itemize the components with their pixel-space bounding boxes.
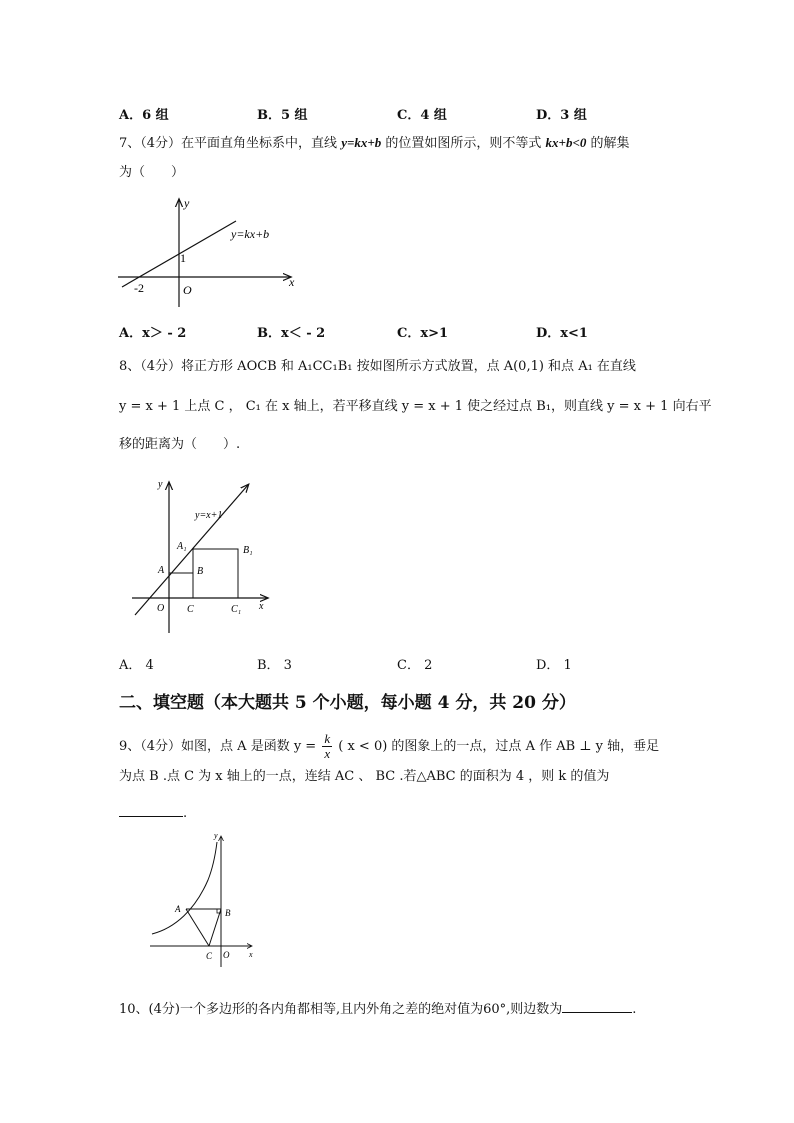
q8-label-o: O bbox=[157, 603, 165, 614]
q7-origin-label: O bbox=[183, 283, 192, 297]
q9-hyperbola bbox=[152, 842, 217, 934]
q9-stem-line1 bbox=[119, 732, 659, 761]
q8-label-a1: A₁ bbox=[177, 541, 187, 552]
q7-inequality: kx+b<0 bbox=[545, 135, 587, 150]
q9-answer-blank[interactable] bbox=[119, 802, 183, 817]
q7-stem-mid: 的位置如图所示，则不等式 bbox=[381, 136, 546, 151]
q6-option-c: C．4 组 bbox=[397, 108, 447, 123]
q7-intercept-label: 1 bbox=[180, 251, 186, 265]
q8-option-d: D． 1 bbox=[536, 658, 572, 673]
q8-option-b: B． 3 bbox=[257, 658, 292, 673]
q9-fraction-denominator: x bbox=[324, 746, 331, 761]
q10-text: 10、(4分)一个多边形的各内角都相等,且内外角之差的绝对值为60°,则边数为 bbox=[119, 1002, 563, 1017]
q7-option-c: C．x>1 bbox=[397, 326, 449, 341]
q9-x-label: x bbox=[249, 950, 253, 959]
q7-option-a: A．x＞ - 2 bbox=[119, 326, 187, 341]
q9-label-a: A bbox=[175, 904, 181, 914]
q9-segment-bc bbox=[209, 909, 221, 946]
q7-figure bbox=[110, 190, 310, 310]
q8-square-aocb bbox=[169, 573, 193, 598]
q8-stem-line1: 8、（4分）将正方形 AOCB 和 A₁CC₁B₁ 按如图所示方式放置，点 A(0,1) 和点 A₁ 在直线 bbox=[119, 359, 636, 374]
q8-label-b1: B₁ bbox=[243, 545, 253, 556]
q10-stem bbox=[119, 998, 636, 1020]
q8-option-c: C． 2 bbox=[397, 658, 433, 673]
q9-stem-post: ( x < 0) 的图象上的一点，过点 A 作 AB ⊥ y 轴，垂足 bbox=[338, 739, 660, 754]
q9-fraction bbox=[322, 732, 332, 761]
q8-line bbox=[135, 485, 248, 615]
q8-label-a: A bbox=[158, 565, 165, 576]
q9-end-period: . bbox=[183, 806, 188, 821]
q9-label-c: C bbox=[206, 951, 213, 961]
q6-option-d: D．3 组 bbox=[536, 108, 587, 123]
q8-figure bbox=[125, 475, 285, 640]
q10-answer-blank[interactable] bbox=[562, 998, 632, 1013]
q9-stem-line2: 为点 B .点 C 为 x 轴上的一点，连结 AC 、 BC .若△ABC 的面积为 4 ，则 k 的值为 bbox=[119, 769, 610, 784]
q9-stem-pre: 9、（4分）如图，点 A 是函数 y = bbox=[119, 739, 317, 754]
q7-stem-line2: 为（ ） bbox=[119, 165, 185, 180]
q7-stem-post: 的解集 bbox=[586, 136, 630, 151]
q8-label-c: C bbox=[187, 604, 194, 615]
q7-stem-pre: 7、（4分）在平面直角坐标系中，直线 bbox=[119, 136, 342, 151]
q7-stem-line1 bbox=[119, 133, 630, 154]
q8-label-c1: C₁ bbox=[231, 604, 242, 615]
section2-heading: 二、填空题（本大题共 5 个小题，每小题 4 分，共 20 分） bbox=[119, 693, 576, 713]
q9-fraction-numerator: k bbox=[324, 731, 331, 746]
q9-segment-ac bbox=[186, 909, 209, 946]
q8-line-label: y=x+1 bbox=[195, 510, 223, 521]
q7-line-label: y=kx+b bbox=[231, 227, 270, 241]
q7-x-label: x bbox=[289, 275, 295, 289]
q7-x-intercept-label: -2 bbox=[134, 281, 144, 295]
q8-stem-line2: y = x + 1 上点 C ， C₁ 在 x 轴上，若平移直线 y = x + 1 使之经过点 B₁，则直线 y = x + 1 向右平 bbox=[119, 399, 712, 414]
q8-option-a: A． 4 bbox=[119, 658, 154, 673]
q7-option-b: B．x＜ - 2 bbox=[257, 326, 326, 341]
q9-y-label: y bbox=[214, 831, 218, 840]
q10-end-period: . bbox=[632, 1002, 637, 1017]
q7-expr: y=kx+b bbox=[341, 135, 382, 150]
q7-option-d: D．x<1 bbox=[536, 326, 588, 341]
q8-label-b: B bbox=[197, 566, 204, 577]
q8-x-label: x bbox=[259, 601, 264, 612]
q9-answer-line bbox=[119, 802, 187, 824]
q8-stem-line3: 移的距离为（ ）. bbox=[119, 437, 241, 452]
q9-label-b: B bbox=[225, 908, 231, 918]
q6-option-a: A．6 组 bbox=[119, 108, 169, 123]
q7-y-label: y bbox=[184, 196, 190, 210]
q9-figure bbox=[140, 830, 265, 970]
q9-label-o: O bbox=[223, 950, 230, 960]
q6-option-b: B．5 组 bbox=[257, 108, 308, 123]
q8-y-label: y bbox=[158, 479, 163, 490]
